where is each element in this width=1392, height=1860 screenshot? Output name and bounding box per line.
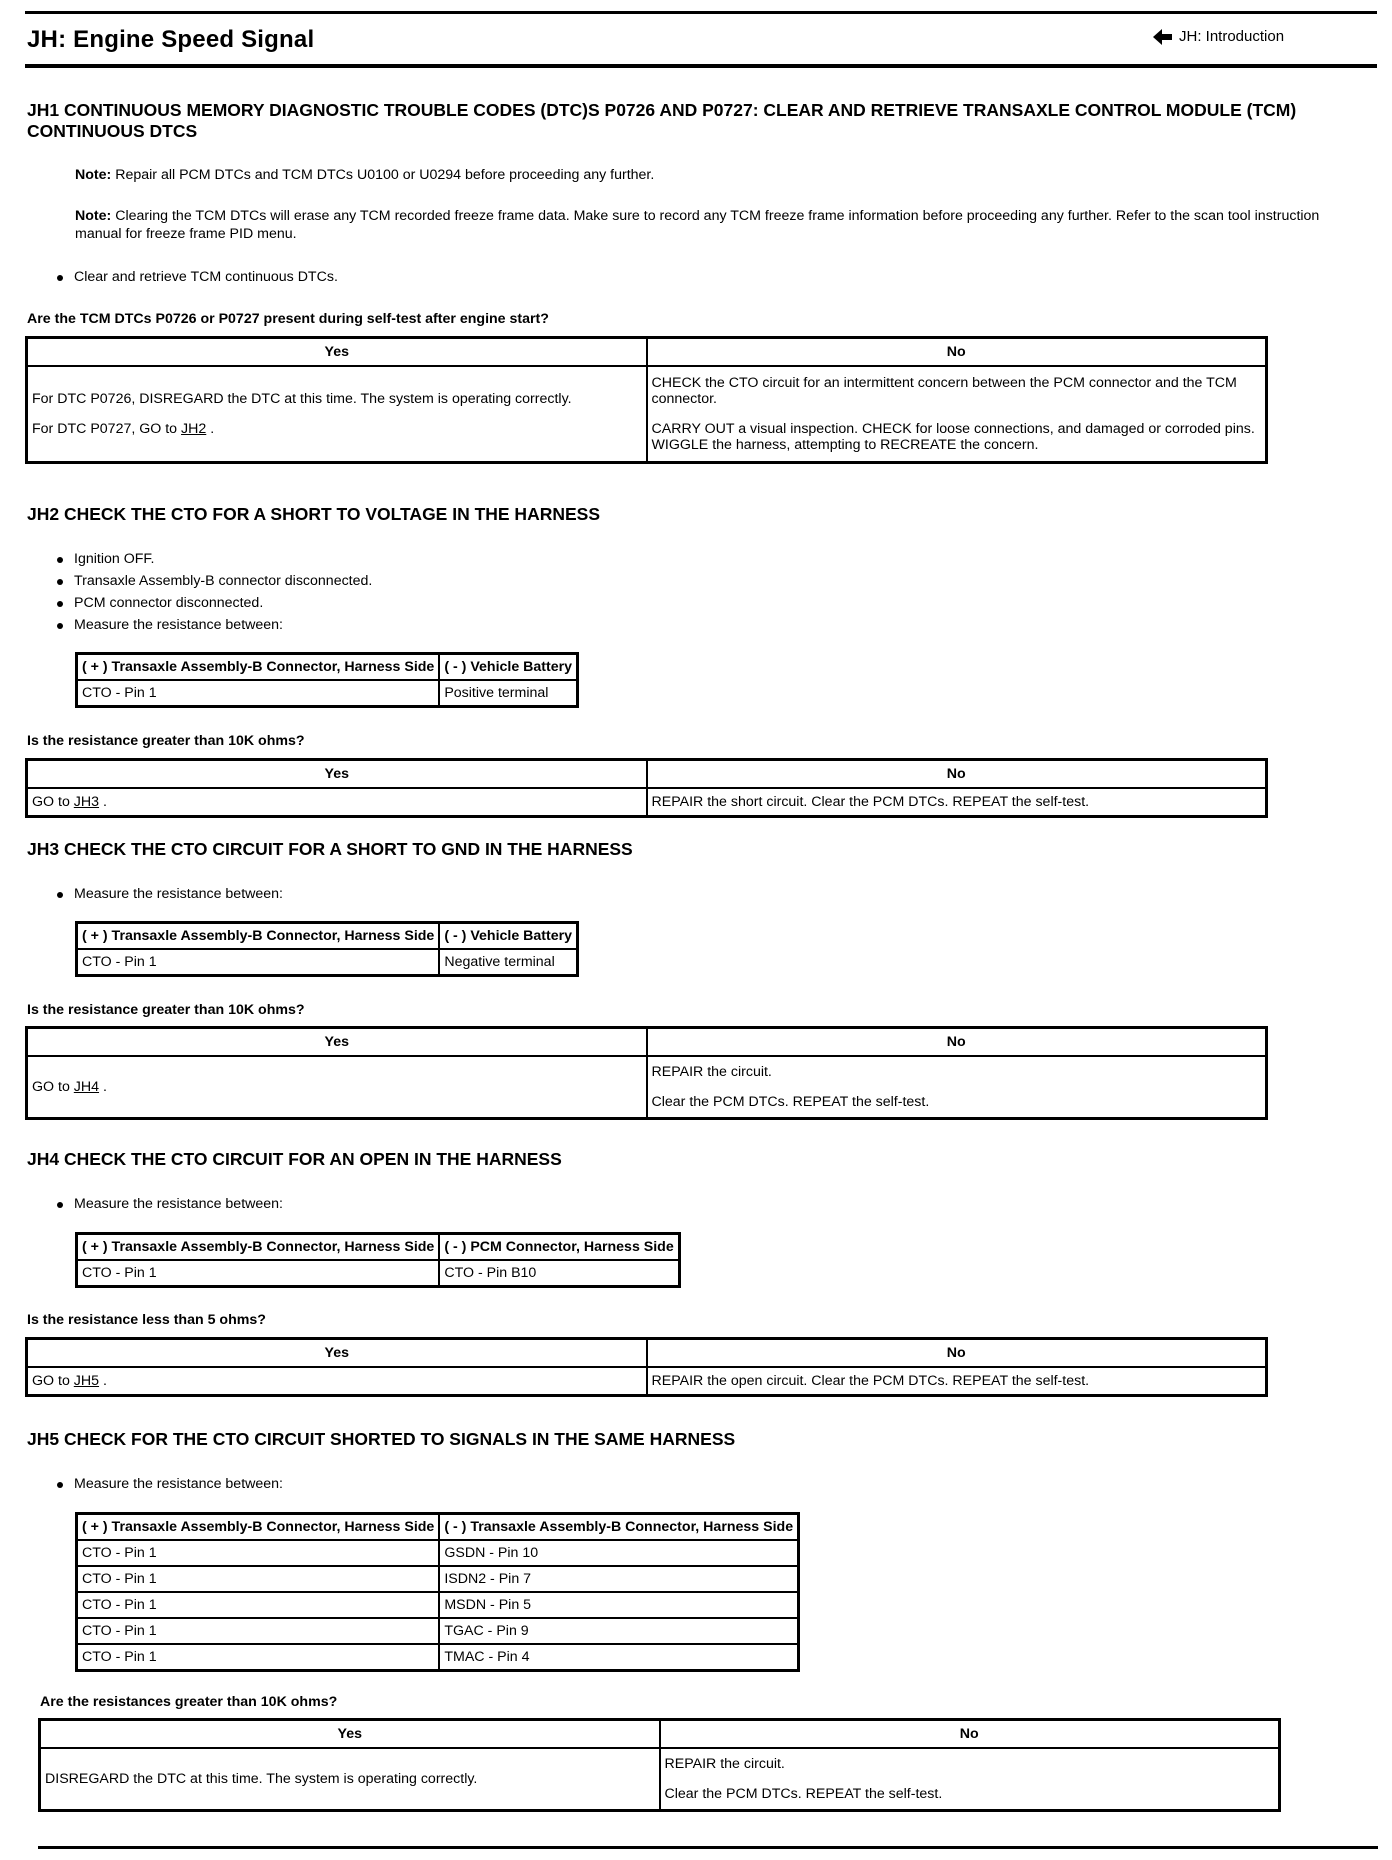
jh4-heading: JH4 CHECK THE CTO CIRCUIT FOR AN OPEN IN THE HARNESS xyxy=(27,1149,562,1169)
jh5-link[interactable]: JH5 xyxy=(73,1373,100,1389)
no-line-1: CHECK the CTO circuit for an intermittent concern between the PCM connector and the TCM connector. xyxy=(651,375,1237,407)
yes-line-2-end: . xyxy=(206,421,215,437)
yes-text: GO to xyxy=(32,794,74,810)
yes-text-end: . xyxy=(99,1373,107,1389)
measure-cell: CTO - Pin 1 xyxy=(77,1260,440,1287)
no-cell: REPAIR the open circuit. Clear the PCM DTCs. REPEAT the self-test. xyxy=(647,1367,1267,1396)
jh1-note-2 xyxy=(75,207,1355,243)
jh3-question: Is the resistance greater than 10K ohms? xyxy=(27,1002,305,1018)
bottom-rule xyxy=(38,1846,1378,1849)
measure-header-neg: ( - ) Transaxle Assembly-B Connector, Harness Side xyxy=(439,1514,798,1541)
no-line-2: Clear the PCM DTCs. REPEAT the self-test. xyxy=(651,1094,930,1110)
intro-link[interactable] xyxy=(1153,28,1284,45)
jh2-yes-no-table xyxy=(25,758,1268,818)
measure-header-neg: ( - ) PCM Connector, Harness Side xyxy=(439,1234,679,1261)
no-header: No xyxy=(647,1028,1267,1057)
no-cell xyxy=(647,366,1267,463)
measure-cell: CTO - Pin 1 xyxy=(77,1540,440,1566)
intro-link-label[interactable]: JH: Introduction xyxy=(1179,28,1285,45)
jh3-measure-table xyxy=(75,921,579,977)
measure-header-pos: ( + ) Transaxle Assembly-B Connector, Harness Side xyxy=(77,1234,440,1261)
no-header: No xyxy=(660,1720,1280,1749)
yes-header: Yes xyxy=(27,338,647,367)
measure-cell: MSDN - Pin 5 xyxy=(439,1592,798,1618)
list-item: Ignition OFF. xyxy=(52,548,372,570)
jh1-yes-no-table xyxy=(25,336,1268,464)
jh4-link[interactable]: JH4 xyxy=(73,1079,100,1095)
list-item: PCM connector disconnected. xyxy=(52,592,372,614)
jh1-steps xyxy=(52,266,338,288)
jh4-steps xyxy=(52,1193,283,1215)
no-cell xyxy=(647,1056,1267,1119)
measure-cell: TGAC - Pin 9 xyxy=(439,1618,798,1644)
yes-line-1: For DTC P0726, DISREGARD the DTC at this time. The system is operating correctly. xyxy=(32,391,572,407)
measure-cell: CTO - Pin 1 xyxy=(77,680,440,707)
note-text: Clearing the TCM DTCs will erase any TCM recorded freeze frame data. Make sure to record any TCM freeze frame information before proceeding any further. Refer to the scan tool instruction manual for freeze frame PID menu. xyxy=(75,208,1320,242)
top-rule xyxy=(25,11,1377,14)
jh5-measure-table xyxy=(75,1512,800,1672)
yes-cell xyxy=(27,366,647,463)
jh2-link[interactable]: JH2 xyxy=(181,421,207,437)
yes-text: GO to xyxy=(32,1079,74,1095)
arrow-left-icon xyxy=(1153,29,1173,45)
yes-text: GO to xyxy=(32,1373,74,1389)
no-header: No xyxy=(647,1339,1267,1368)
yes-cell xyxy=(27,1056,647,1119)
jh1-note-1 xyxy=(75,166,1355,184)
yes-text-end: . xyxy=(99,1079,107,1095)
jh3-link[interactable]: JH3 xyxy=(73,794,100,810)
jh3-steps xyxy=(52,883,283,905)
list-item: Measure the resistance between: xyxy=(52,1473,283,1495)
note-text: Repair all PCM DTCs and TCM DTCs U0100 or U0294 before proceeding any further. xyxy=(111,167,655,183)
table-row xyxy=(77,1644,799,1671)
measure-header-neg: ( - ) Vehicle Battery xyxy=(439,654,577,681)
measure-cell: ISDN2 - Pin 7 xyxy=(439,1566,798,1592)
table-row xyxy=(77,1540,799,1566)
measure-header-pos: ( + ) Transaxle Assembly-B Connector, Harness Side xyxy=(77,1514,440,1541)
measure-cell: TMAC - Pin 4 xyxy=(439,1644,798,1671)
measure-header-pos: ( + ) Transaxle Assembly-B Connector, Harness Side xyxy=(77,923,440,950)
measure-cell: CTO - Pin 1 xyxy=(77,1566,440,1592)
no-line-1: REPAIR the circuit. xyxy=(651,1064,772,1080)
no-header: No xyxy=(647,760,1267,789)
list-item: Measure the resistance between: xyxy=(52,614,372,636)
yes-cell: DISREGARD the DTC at this time. The system is operating correctly. xyxy=(40,1748,660,1811)
table-row xyxy=(77,1618,799,1644)
table-row xyxy=(77,1260,680,1287)
measure-cell: CTO - Pin 1 xyxy=(77,1592,440,1618)
jh5-heading: JH5 CHECK FOR THE CTO CIRCUIT SHORTED TO SIGNALS IN THE SAME HARNESS xyxy=(27,1429,736,1449)
measure-header-pos: ( + ) Transaxle Assembly-B Connector, Harness Side xyxy=(77,654,440,681)
yes-header: Yes xyxy=(27,1339,647,1368)
measure-header-neg: ( - ) Vehicle Battery xyxy=(439,923,577,950)
measure-cell: Negative terminal xyxy=(439,949,577,976)
jh5-steps xyxy=(52,1473,283,1495)
jh5-question: Are the resistances greater than 10K ohms? xyxy=(40,1694,338,1710)
yes-text-end: . xyxy=(99,794,107,810)
jh4-measure-table xyxy=(75,1232,681,1288)
note-label: Note: xyxy=(75,208,112,224)
jh1-heading: JH1 CONTINUOUS MEMORY DIAGNOSTIC TROUBLE CODES (DTC)S P0726 AND P0727: CLEAR AND RETRIEVE TRANSAXLE CONTROL MODULE (TCM) CONTINUOUS DTCS xyxy=(27,100,1297,141)
table-row xyxy=(77,949,578,976)
no-cell xyxy=(660,1748,1280,1811)
jh2-measure-table xyxy=(75,652,579,708)
jh3-heading: JH3 CHECK THE CTO CIRCUIT FOR A SHORT TO GND IN THE HARNESS xyxy=(27,839,633,859)
table-row xyxy=(77,1566,799,1592)
jh1-question: Are the TCM DTCs P0726 or P0727 present during self-test after engine start? xyxy=(27,311,549,327)
measure-cell: CTO - Pin 1 xyxy=(77,949,440,976)
no-cell: REPAIR the short circuit. Clear the PCM DTCs. REPEAT the self-test. xyxy=(647,788,1267,817)
yes-line-2 xyxy=(32,421,642,437)
header-rule xyxy=(25,64,1377,68)
list-item: Clear and retrieve TCM continuous DTCs. xyxy=(52,266,338,288)
page-title: JH: Engine Speed Signal xyxy=(27,26,315,53)
jh3-yes-no-table xyxy=(25,1026,1268,1120)
jh4-question: Is the resistance less than 5 ohms? xyxy=(27,1312,266,1328)
list-item: Measure the resistance between: xyxy=(52,883,283,905)
table-row xyxy=(77,680,578,707)
measure-cell: CTO - Pin B10 xyxy=(439,1260,679,1287)
measure-cell: GSDN - Pin 10 xyxy=(439,1540,798,1566)
no-line-1: REPAIR the circuit. xyxy=(664,1756,785,1772)
no-header: No xyxy=(647,338,1267,367)
measure-cell: CTO - Pin 1 xyxy=(77,1644,440,1671)
note-label: Note: xyxy=(75,167,112,183)
jh2-heading: JH2 CHECK THE CTO FOR A SHORT TO VOLTAGE IN THE HARNESS xyxy=(27,504,601,524)
yes-header: Yes xyxy=(27,760,647,789)
no-line-2: CARRY OUT a visual inspection. CHECK for loose connections, and damaged or corroded pins. WIGGLE the harness, attempting to RECREATE the concern. xyxy=(651,421,1255,453)
yes-line-2-text: For DTC P0727, GO to xyxy=(32,421,182,437)
no-line-2: Clear the PCM DTCs. REPEAT the self-test. xyxy=(664,1786,943,1802)
measure-cell: CTO - Pin 1 xyxy=(77,1618,440,1644)
list-item: Transaxle Assembly-B connector disconnected. xyxy=(52,570,372,592)
table-row xyxy=(77,1592,799,1618)
yes-cell xyxy=(27,1367,647,1396)
yes-cell xyxy=(27,788,647,817)
jh5-yes-no-table xyxy=(38,1718,1281,1812)
jh2-steps xyxy=(52,548,372,636)
list-item: Measure the resistance between: xyxy=(52,1193,283,1215)
jh2-question: Is the resistance greater than 10K ohms? xyxy=(27,733,305,749)
measure-cell: Positive terminal xyxy=(439,680,577,707)
yes-header: Yes xyxy=(40,1720,660,1749)
jh4-yes-no-table xyxy=(25,1337,1268,1397)
yes-header: Yes xyxy=(27,1028,647,1057)
